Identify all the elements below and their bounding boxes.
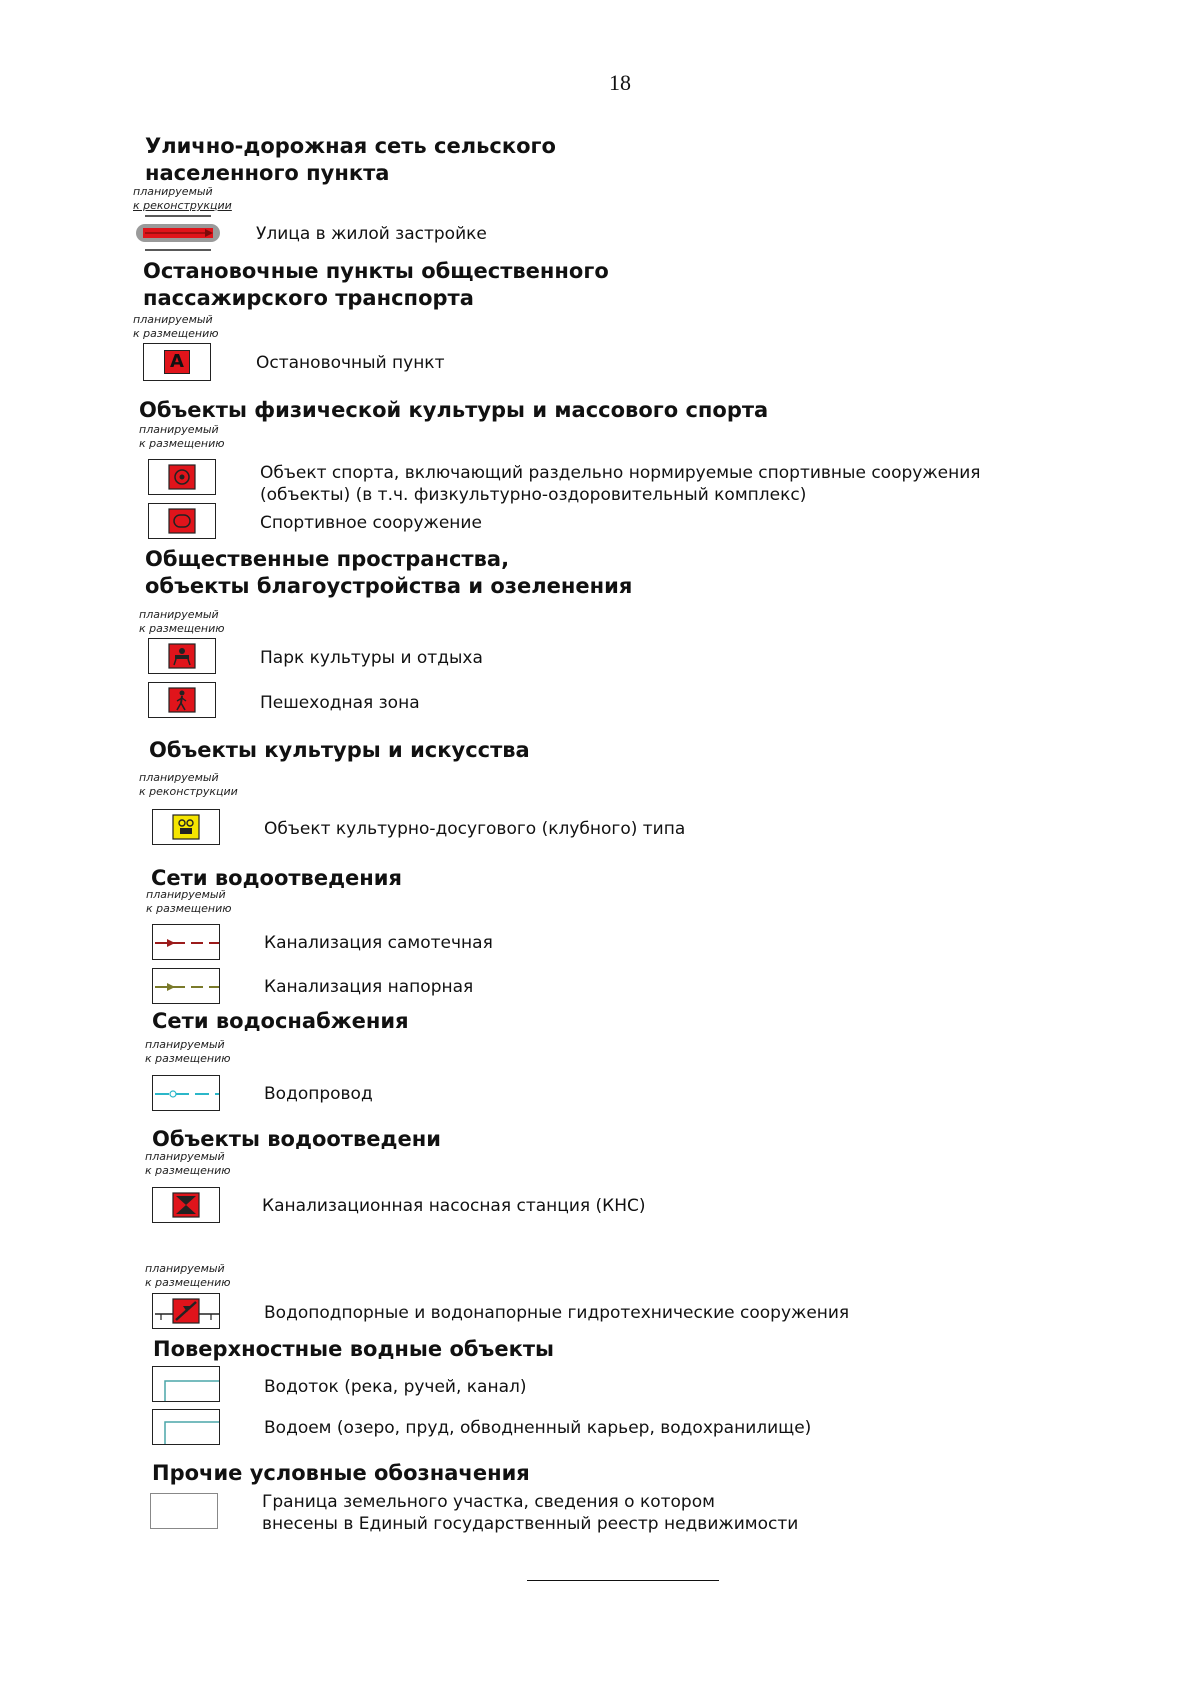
water-networks-note: планируемый к размещению bbox=[145, 1038, 231, 1065]
cultural-center-symbol bbox=[152, 809, 220, 845]
sewer-objects-note: планируемый к размещению bbox=[145, 1150, 231, 1177]
sport-title: Объекты физической культуры и массового спорта bbox=[139, 398, 769, 422]
footer-divider bbox=[527, 1580, 719, 1581]
pump-station-label: Канализационная насосная станция (КНС) bbox=[262, 1196, 646, 1216]
pedestrian-zone-label: Пешеходная зона bbox=[260, 693, 420, 713]
pump-station-symbol bbox=[152, 1187, 220, 1223]
street-label: Улица в жилой застройке bbox=[256, 224, 487, 244]
page-number: 18 bbox=[609, 70, 631, 95]
hydro-note: планируемый к размещению bbox=[145, 1262, 231, 1289]
water-networks-title: Сети водоснабжения bbox=[152, 1009, 409, 1033]
roads-note: планируемый к реконструкции bbox=[133, 185, 232, 212]
sport-complex-label-line-2: (объекты) (в т.ч. физкультурно-оздоровительный комплекс) bbox=[260, 485, 807, 505]
sewer-networks-title: Сети водоотведения bbox=[151, 866, 402, 890]
gravity-sewer-label: Канализация самотечная bbox=[264, 933, 493, 953]
street-symbol bbox=[133, 213, 223, 253]
culture-title: Объекты культуры и искусства bbox=[149, 738, 530, 762]
sport-complex-symbol bbox=[148, 459, 216, 495]
watercourse-symbol bbox=[152, 1366, 220, 1402]
pedestrian-zone-symbol bbox=[148, 682, 216, 718]
sport-facility-label: Спортивное сооружение bbox=[260, 513, 482, 533]
pressure-sewer-symbol bbox=[152, 968, 220, 1004]
sport-facility-symbol bbox=[148, 503, 216, 539]
land-plot-label-line-1: Граница земельного участка, сведения о котором bbox=[262, 1492, 715, 1512]
sport-complex-label-line-1: Объект спорта, включающий раздельно нормируемые спортивные сооружения bbox=[260, 463, 981, 483]
roads-title-line-2: населенного пункта bbox=[145, 161, 390, 185]
public-spaces-note: планируемый к размещению bbox=[139, 608, 225, 635]
water-body-symbol bbox=[152, 1409, 220, 1445]
pressure-sewer-label: Канализация напорная bbox=[264, 977, 474, 997]
culture-note: планируемый к реконструкции bbox=[139, 771, 238, 798]
land-plot-boundary-symbol bbox=[150, 1493, 218, 1529]
public-spaces-title: Общественные пространства, объекты благоустройства и озеленения bbox=[145, 547, 633, 598]
land-plot-label-line-2: внесены в Единый государственный реестр недвижимости bbox=[262, 1514, 799, 1534]
sport-note: планируемый к размещению bbox=[139, 423, 225, 450]
water-pipe-label: Водопровод bbox=[264, 1084, 373, 1104]
hydro-structure-symbol bbox=[152, 1293, 220, 1329]
cultural-center-label: Объект культурно-досугового (клубного) типа bbox=[264, 819, 686, 839]
sewer-objects-title: Объекты водоотведени bbox=[152, 1127, 441, 1151]
bus-stop-symbol bbox=[143, 343, 211, 381]
bus-stop-letter: А bbox=[164, 350, 190, 374]
roads-title bbox=[145, 133, 556, 187]
park-symbol bbox=[148, 638, 216, 674]
sewer-networks-note: планируемый к размещению bbox=[146, 888, 232, 915]
park-label: Парк культуры и отдыха bbox=[260, 648, 483, 668]
transit-note: планируемый к размещению bbox=[133, 313, 219, 340]
gravity-sewer-symbol bbox=[152, 924, 220, 960]
bus-stop-label: Остановочный пункт bbox=[256, 353, 445, 373]
transit-title: Остановочные пункты общественного пассажирского транспорта bbox=[143, 259, 609, 310]
other-title: Прочие условные обозначения bbox=[152, 1461, 530, 1485]
water-body-label: Водоем (озеро, пруд, обводненный карьер, водохранилище) bbox=[264, 1418, 812, 1438]
roads-title-line-1: Улично-дорожная сеть сельского bbox=[145, 134, 556, 158]
hydro-structure-label: Водоподпорные и водонапорные гидротехнические сооружения bbox=[264, 1303, 850, 1323]
surface-water-title: Поверхностные водные объекты bbox=[153, 1337, 554, 1361]
watercourse-label: Водоток (река, ручей, канал) bbox=[264, 1377, 527, 1397]
water-pipe-symbol bbox=[152, 1075, 220, 1111]
